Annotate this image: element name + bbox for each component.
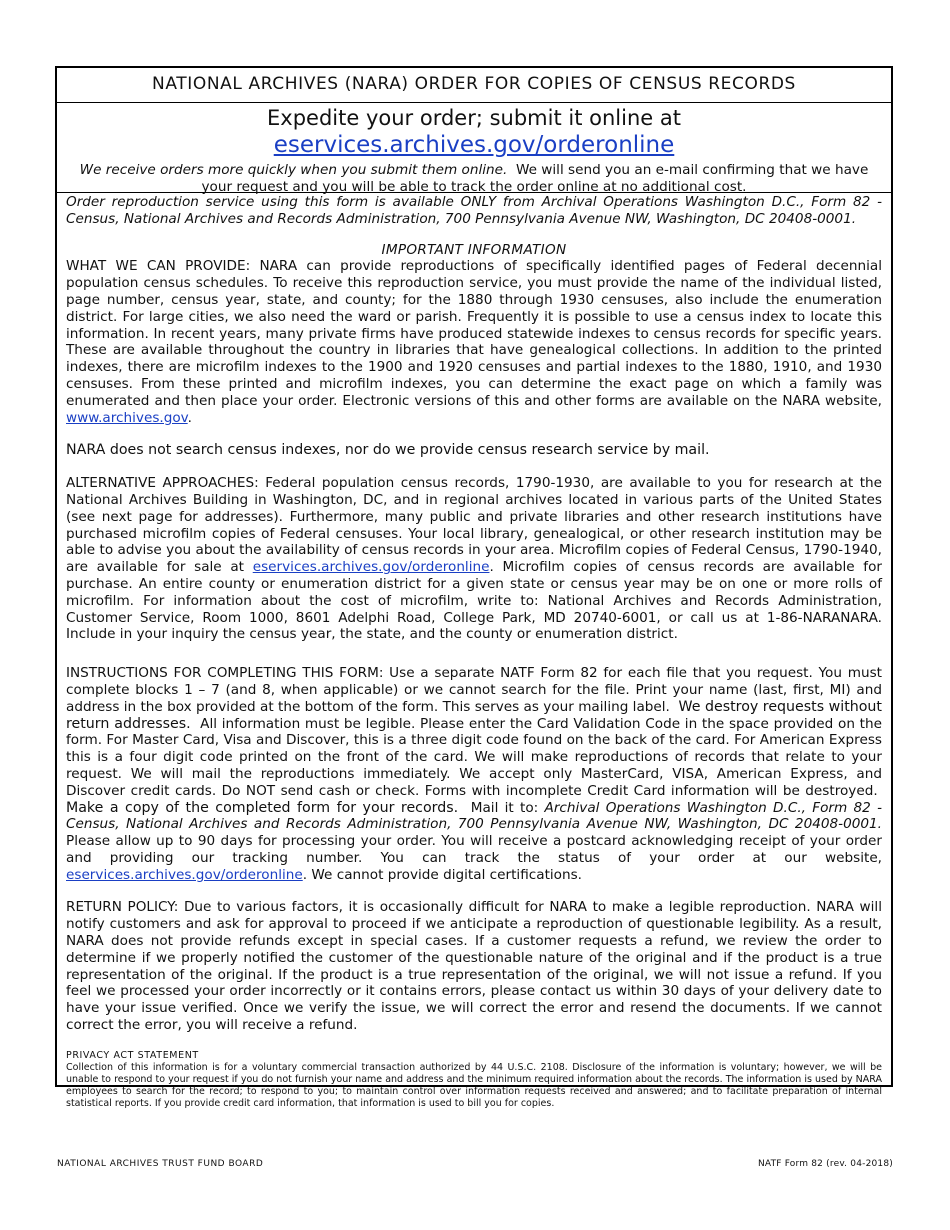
what-we-provide-label: WHAT WE CAN PROVIDE: — [66, 258, 251, 275]
alternative-text-2: . Microfilm copies of census records are available for purchase. An entire county or enumeration district for a given state or census year may be on one or more rolls of microfilm. For information about the cost of microfilm, write to: National Archives and Records Administration, Customer Service, Room 1000, 8601 Adelphi Road, College Park, MD 20740-6001, or call us at 1-86-NARANARA. Include in your inquiry the census year, the state, and the county or enumeration district. — [66, 559, 883, 643]
form-title: NATIONAL ARCHIVES (NARA) ORDER FOR COPIES OF CENSUS RECORDS — [57, 68, 891, 103]
instructions-label: INSTRUCTIONS FOR COMPLETING THIS FORM: — [66, 665, 384, 682]
form-body — [57, 194, 891, 1111]
return-policy-text: Due to various factors, it is occasionally difficult for NARA to make a legible reproduction. NARA will notify customers and ask for approval to proceed if we anticipate a reproduction of questionable legibility. As a result, NARA does not provide refunds except in special cases. If a customer requests a refund, we review the order to determine if we properly notified the customer of the questionable nature of the original and if the product is a true representation of the original. If the product is a true representation of the original, we will not issue a refund. If you feel we processed your order incorrectly or it contains errors, please contact us within 30 days of your delivery date to have your issue verified. Once we verify the issue, we will correct the error and resend the documents. If we cannot correct the error, you will receive a refund. — [66, 899, 882, 1034]
instructions-text-7: . We cannot provide digital certifications. — [302, 866, 583, 883]
order-online-link[interactable]: eservices.archives.gov/orderonline — [273, 132, 675, 158]
instructions-text-2: We destroy requests without return addresses. — [66, 698, 882, 732]
privacy-text: Collection of this information is for a voluntary commercial transaction authorized by 44 U.S.C. 2108. Disclosure of the information is voluntary; however, we will be unable to respond to your request if you do not furnish your name and address and the minimum required information about the records. The information is used by NARA employees to search for the record; to respond to you; to maintain control over information requests received and answered; and to facilitate preparation of internal statistical reports. If you provide credit card information, that information is used to bill you for copies. — [66, 1061, 882, 1110]
what-we-provide-end: . — [187, 409, 192, 426]
instructions-paragraph — [66, 665, 882, 883]
mailing-address: Archival Operations Washington D.C., Form 82 - Census, National Archives and Records Administration, 700 Pennsylvania Avenue NW, Washington, DC 20408-0001. — [66, 799, 882, 833]
expedite-title: Expedite your order; submit it online at — [267, 106, 681, 130]
expedite-note-rest: We will send you an e-mail confirming that we have your request and you will be able to track the order online at no additional cost. — [201, 162, 869, 195]
expedite-section — [57, 103, 891, 193]
footer-form-number: NATF Form 82 (rev. 04-2018) — [758, 1159, 893, 1169]
expedite-note-italic: We receive orders more quickly when you submit them online. — [79, 162, 508, 178]
instructions-text-3: All information must be legible. Please enter the Card Validation Code in the space provided on the form. For Master Card, Visa and Discover, this is a three digit code found on the back of the card. For American Express this is a four digit code printed on the front of the card. We will make reproductions of records that relate to your request. We will mail the reproductions immediately. We accept only MasterCard, VISA, American Express, and Discover credit cards. Do NOT send cash or check. Forms with incomplete Credit Card information will be destroyed. — [66, 715, 882, 799]
instructions-text-4: Make a copy of the completed form for your records. — [66, 799, 459, 816]
intro-statement: Order reproduction service using this form is available ONLY from Archival Operations Washington D.C., Form 82 - Census, National Archives and Records Administration, 700 Pennsylvania Avenue NW, Washington, DC 20408-0001. — [66, 194, 882, 227]
form-box — [55, 66, 893, 1110]
important-heading: IMPORTANT INFORMATION — [381, 241, 567, 258]
expedite-note — [67, 162, 881, 196]
instructions-text-1: Use a separate NATF Form 82 for each file that you request. You must complete blocks 1 – 7 (and 8, when applicable) or we cannot search for the file. Print your name (last, first, MI) and address in the box provided at the bottom of the form. This serves as your mailing label. — [66, 665, 882, 715]
alternative-text-1: Federal population census records, 1790-1930, are available to you for research at the National Archives Building in Washington, DC, and in regional archives located in various parts of the United States (see next page for addresses). Furthermore, many public and private libraries and other research institutions have purchased microfilm copies of Federal censuses. Your local library, genealogical, or other research institution may be able to advise you about the availability of census records in your area. Microfilm copies of Federal Census, 1790-1940, are available for sale at — [66, 475, 883, 576]
instructions-text-6: Please allow up to 90 days for processing your order. You will receive a postcard acknowledging receipt of your order and providing our tracking number. You can track the status of your order at our website, — [66, 833, 882, 866]
what-we-provide-text: NARA can provide reproductions of specifically identified pages of Federal decennial population census schedules. To receive this reproduction service, you must provide the name of the individual listed, page number, census year, state, and county; for the 1880 through 1930 censuses, also include the enumeration district. For large cities, we also need the ward or parish. Frequently it is possible to use a census index to locate this information. In recent years, many private firms have produced statewide indexes to census records for specific years. These are available throughout the country in libraries that have genealogical collections. In addition to the printed indexes, there are microfilm indexes to the 1900 and 1920 censuses and partial indexes to the 1880, 1910, and 1930 censuses. From these printed and microfilm indexes, you can determine the exact page on which a family was enumerated and then place your order. Electronic versions of this and other forms are available on the NARA website, — [66, 258, 882, 409]
instructions-text-5: Mail it to: — [470, 799, 539, 816]
footer-board: NATIONAL ARCHIVES TRUST FUND BOARD — [57, 1159, 264, 1169]
what-we-provide-paragraph — [66, 258, 882, 426]
alternative-approaches-paragraph — [66, 475, 882, 643]
alternative-label: ALTERNATIVE APPROACHES: — [66, 475, 259, 492]
return-policy-label: RETURN POLICY: — [66, 899, 179, 916]
privacy-heading: PRIVACY ACT STATEMENT — [66, 1049, 199, 1061]
no-search-notice: NARA does not search census indexes, nor do we provide census research service by mail. — [66, 442, 710, 459]
archives-website-link[interactable]: www.archives.gov — [66, 409, 188, 426]
instructions-order-link[interactable]: eservices.archives.gov/orderonline — [66, 866, 303, 883]
alternative-order-link[interactable]: eservices.archives.gov/orderonline — [252, 559, 490, 576]
return-policy-paragraph — [66, 899, 882, 1033]
